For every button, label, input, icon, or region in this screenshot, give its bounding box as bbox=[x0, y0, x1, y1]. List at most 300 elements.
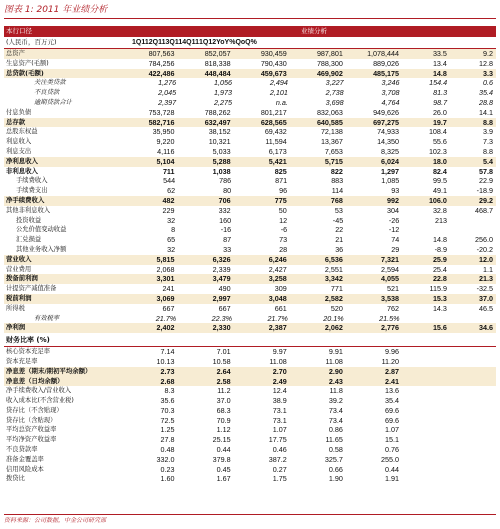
row-label: 公允价值变动收益 bbox=[16, 226, 67, 234]
table-cell: 99.5 bbox=[433, 176, 448, 186]
table-cell: 3.9 bbox=[482, 127, 493, 137]
table-cell bbox=[450, 357, 496, 367]
column-header: YoY% bbox=[216, 39, 236, 46]
table-cell: 883 bbox=[331, 176, 344, 186]
table-row bbox=[4, 465, 496, 475]
table-cell: 661 bbox=[274, 303, 287, 313]
table-cell: 17.75 bbox=[268, 435, 287, 445]
table-cell: 775 bbox=[274, 195, 287, 205]
table-cell: 53 bbox=[334, 205, 343, 215]
table-cell: 5,104 bbox=[156, 156, 175, 166]
table-cell: 13,367 bbox=[320, 137, 343, 147]
table-cell: 21.7% bbox=[155, 313, 177, 323]
table-cell: 6,326 bbox=[212, 254, 231, 264]
row-label: 收入成本比(不含营业税) bbox=[6, 397, 74, 405]
table-cell: 0.58 bbox=[328, 445, 343, 455]
table-cell: 115.9 bbox=[429, 284, 447, 294]
table-row bbox=[4, 435, 496, 445]
table-cell: 11.08 bbox=[269, 356, 287, 366]
column-header: QoQ% bbox=[235, 39, 257, 46]
table-cell bbox=[402, 465, 450, 475]
table-cell: 485,175 bbox=[373, 68, 400, 78]
table-cell: 21.7% bbox=[267, 313, 288, 323]
table-cell: 2,551 bbox=[324, 264, 343, 274]
table-cell: 69,432 bbox=[264, 127, 287, 137]
table-cell: 1.07 bbox=[385, 425, 400, 435]
table-cell: 32 bbox=[167, 244, 176, 254]
table-cell: 22.8 bbox=[432, 274, 447, 284]
table-cell: 14.8 bbox=[432, 68, 447, 78]
header-group: 业绩分析 bbox=[301, 27, 327, 35]
table-row bbox=[4, 196, 496, 206]
table-row bbox=[4, 474, 496, 484]
column-header: 1Q12 bbox=[199, 39, 217, 46]
table-row bbox=[4, 396, 496, 406]
table-cell: 256.0 bbox=[474, 235, 493, 245]
table-cell: 4,116 bbox=[157, 146, 175, 156]
row-label: 手续费支出 bbox=[16, 187, 48, 195]
table-cell: 106.0 bbox=[428, 195, 447, 205]
table-cell: 4,764 bbox=[381, 97, 400, 107]
row-label: 逾期贷款合计 bbox=[34, 98, 72, 106]
table-cell bbox=[402, 396, 450, 406]
table-cell: 9.2 bbox=[482, 49, 493, 58]
table-cell: 7.01 bbox=[216, 347, 231, 357]
table-cell: 3,227 bbox=[325, 78, 344, 88]
table-row bbox=[4, 69, 496, 79]
table-cell: 12 bbox=[279, 215, 288, 225]
table-cell: 2.58 bbox=[216, 376, 231, 386]
table-cell: 628,565 bbox=[260, 117, 287, 127]
table-cell: 2.64 bbox=[216, 366, 231, 376]
table-cell: 2,397 bbox=[158, 97, 177, 107]
table-cell: 2,068 bbox=[156, 264, 175, 274]
table-cell: 73.4 bbox=[328, 405, 343, 415]
table-cell: 667 bbox=[162, 303, 175, 313]
table-cell: 0.6 bbox=[482, 78, 493, 88]
table-cell: -32.5 bbox=[476, 284, 493, 294]
table-cell bbox=[403, 314, 451, 324]
table-row bbox=[4, 386, 496, 396]
table-cell: 21.3 bbox=[478, 274, 493, 284]
table-cell: 25.9 bbox=[432, 254, 447, 264]
table-cell: 57.8 bbox=[478, 166, 493, 176]
table-cell: 55.6 bbox=[432, 137, 447, 147]
table-header-columns bbox=[4, 37, 496, 49]
row-label: 其他业务收入净额 bbox=[16, 245, 67, 253]
table-cell: 852,057 bbox=[204, 49, 231, 58]
table-cell: 6,246 bbox=[268, 254, 287, 264]
table-cell: 822 bbox=[330, 166, 343, 176]
table-cell: 325.7 bbox=[324, 454, 343, 464]
table-cell: 2,275 bbox=[213, 97, 232, 107]
table-cell: 25.4 bbox=[432, 264, 447, 274]
row-label: 平均总资产收益率 bbox=[6, 426, 57, 434]
table-cell: 5.4 bbox=[482, 156, 493, 166]
table-cell: 309 bbox=[274, 284, 287, 294]
table-cell: 0.23 bbox=[160, 464, 175, 474]
table-cell bbox=[450, 225, 496, 235]
table-cell: 14.8 bbox=[433, 235, 448, 245]
table-cell bbox=[450, 474, 496, 484]
table-cell: 9.91 bbox=[328, 347, 343, 357]
table-cell: 992 bbox=[387, 195, 400, 205]
table-cell: 35.4 bbox=[385, 396, 400, 406]
table-cell: -6 bbox=[280, 225, 288, 235]
performance-table bbox=[4, 26, 496, 484]
table-cell: 36 bbox=[335, 244, 344, 254]
table-cell: 2,101 bbox=[269, 88, 288, 98]
table-cell: 0.48 bbox=[160, 445, 175, 455]
table-cell: 520 bbox=[330, 303, 343, 313]
table-cell bbox=[402, 416, 450, 426]
table-cell: 521 bbox=[387, 284, 400, 294]
table-cell: -45 bbox=[332, 215, 344, 225]
table-cell: 1.75 bbox=[272, 474, 287, 484]
table-cell: 2,738 bbox=[325, 88, 344, 98]
table-cell: 2.73 bbox=[160, 366, 175, 376]
table-cell bbox=[402, 225, 450, 235]
table-cell: 50 bbox=[278, 205, 287, 215]
table-cell: 12.4 bbox=[272, 386, 287, 396]
table-cell: 788,300 bbox=[316, 58, 343, 68]
table-cell: 2,997 bbox=[212, 293, 231, 303]
table-row bbox=[4, 186, 496, 196]
table-cell: 32 bbox=[167, 215, 176, 225]
table-cell: 468.7 bbox=[474, 205, 493, 215]
table-cell: 1,276 bbox=[158, 78, 177, 88]
row-label: 总存款 bbox=[6, 117, 26, 126]
table-cell: 15.6 bbox=[432, 323, 447, 333]
table-cell: 98.7 bbox=[433, 97, 448, 107]
table-cell bbox=[450, 396, 496, 406]
table-cell: 74,933 bbox=[377, 127, 400, 137]
table-cell: 5,033 bbox=[212, 146, 231, 156]
table-cell: 1,973 bbox=[213, 88, 232, 98]
row-label: 净息差（日均余额） bbox=[6, 376, 64, 385]
table-cell: 482 bbox=[162, 195, 175, 205]
row-label: 计提资产减值准备 bbox=[6, 285, 57, 293]
row-label: 不良贷款率 bbox=[6, 446, 38, 454]
table-cell: 0.66 bbox=[328, 464, 343, 474]
table-row bbox=[4, 304, 496, 314]
table-cell: -20.2 bbox=[476, 244, 493, 254]
table-cell bbox=[402, 425, 450, 435]
table-row bbox=[4, 255, 496, 265]
table-cell: -26 bbox=[388, 215, 400, 225]
table-cell: 87 bbox=[223, 235, 232, 245]
row-label: 投资收益 bbox=[16, 216, 42, 224]
row-label: 总贷款(毛额) bbox=[6, 68, 44, 77]
table-cell: 10,321 bbox=[208, 137, 231, 147]
table-cell: 1.90 bbox=[328, 474, 343, 484]
table-cell: 640,585 bbox=[316, 117, 343, 127]
table-row bbox=[4, 49, 496, 59]
table-cell: 2.90 bbox=[328, 366, 343, 376]
table-cell bbox=[402, 474, 450, 484]
table-cell: 304 bbox=[387, 205, 400, 215]
table-cell: 28.8 bbox=[478, 97, 493, 107]
table-row bbox=[4, 118, 496, 128]
table-cell: 7.3 bbox=[482, 137, 493, 147]
table-cell: 38.9 bbox=[272, 396, 287, 406]
table-cell: 2,062 bbox=[324, 323, 343, 333]
table-row bbox=[4, 357, 496, 367]
table-cell: 5,715 bbox=[324, 156, 343, 166]
table-cell: 10.58 bbox=[212, 356, 231, 366]
table-row bbox=[4, 367, 496, 377]
table-cell: 14.1 bbox=[478, 107, 493, 117]
table-cell: 80 bbox=[223, 186, 232, 196]
table-cell bbox=[450, 367, 496, 377]
table-row bbox=[4, 88, 496, 98]
table-cell: 8 bbox=[171, 225, 176, 235]
table-cell bbox=[450, 455, 496, 465]
table-cell: 2,776 bbox=[381, 323, 400, 333]
table-cell bbox=[402, 455, 450, 465]
table-cell bbox=[402, 445, 450, 455]
table-cell: 37.0 bbox=[216, 396, 231, 406]
table-cell: 4,055 bbox=[381, 274, 400, 284]
table-cell: 22 bbox=[335, 225, 344, 235]
table-cell: 7,321 bbox=[381, 254, 400, 264]
table-cell: 2,494 bbox=[269, 78, 288, 88]
row-label: 净手续费收入 bbox=[6, 195, 45, 204]
table-cell bbox=[402, 357, 450, 367]
table-row bbox=[4, 59, 496, 69]
row-label: 关注类贷款 bbox=[34, 79, 66, 87]
table-cell: 21.5% bbox=[379, 313, 400, 323]
table-cell: 8.8 bbox=[482, 117, 493, 127]
table-row bbox=[4, 445, 496, 455]
table-cell: 1.25 bbox=[160, 425, 175, 435]
table-cell: 22.3% bbox=[211, 313, 232, 323]
table-cell: 9,220 bbox=[156, 137, 175, 147]
table-cell: 3,708 bbox=[381, 88, 400, 98]
row-label: 总资产 bbox=[6, 50, 25, 57]
table-row bbox=[4, 265, 496, 275]
table-cell: 11.8 bbox=[329, 386, 343, 396]
table-cell: 1,038 bbox=[212, 166, 231, 176]
table-cell: 987,801 bbox=[316, 49, 343, 58]
table-cell: 46.5 bbox=[478, 303, 493, 313]
table-cell: -16 bbox=[220, 225, 232, 235]
table-cell: 0.46 bbox=[272, 445, 287, 455]
table-cell: 1,056 bbox=[213, 78, 232, 88]
table-cell: 667 bbox=[218, 303, 231, 313]
table-cell: 0.44 bbox=[385, 464, 400, 474]
table-cell bbox=[450, 425, 496, 435]
table-row bbox=[4, 157, 496, 167]
table-cell: 34.6 bbox=[478, 323, 493, 333]
table-cell bbox=[402, 377, 450, 387]
table-cell: 0.27 bbox=[272, 464, 287, 474]
table-cell: 35.6 bbox=[160, 396, 175, 406]
table-cell: 2.70 bbox=[272, 366, 287, 376]
table-cell: 6,024 bbox=[381, 156, 400, 166]
table-row bbox=[4, 176, 496, 186]
table-cell: 8,325 bbox=[381, 146, 400, 156]
table-cell: 1.12 bbox=[216, 425, 231, 435]
table-cell: 102.3 bbox=[428, 146, 447, 156]
table-cell: 49.1 bbox=[433, 186, 448, 196]
row-label: 信用风险成本 bbox=[6, 465, 44, 473]
table-cell bbox=[450, 406, 496, 416]
table-cell: 11.08 bbox=[325, 356, 343, 366]
row-label: 付息负债 bbox=[6, 108, 32, 116]
row-label: 其他非利息收入 bbox=[6, 206, 51, 214]
table-cell: 469,902 bbox=[316, 68, 343, 78]
table-cell: 2,387 bbox=[268, 323, 287, 333]
table-cell: 3,538 bbox=[381, 293, 400, 303]
table-cell: 387.2 bbox=[268, 454, 287, 464]
row-label: 所得税 bbox=[6, 304, 25, 312]
table-row bbox=[4, 425, 496, 435]
table-cell: 20.1% bbox=[323, 313, 344, 323]
table-cell: 762 bbox=[387, 303, 400, 313]
table-cell: 8.3 bbox=[164, 386, 175, 396]
table-cell: 1.91 bbox=[385, 474, 400, 484]
table-cell: 459,673 bbox=[260, 68, 287, 78]
table-cell: 27.8 bbox=[160, 435, 175, 445]
table-cell: 29.2 bbox=[478, 195, 493, 205]
table-row bbox=[4, 127, 496, 137]
column-header: 1Q11 bbox=[132, 39, 149, 46]
table-cell: 2.43 bbox=[328, 376, 343, 386]
table-cell: 213 bbox=[435, 215, 448, 225]
table-cell: 7.14 bbox=[160, 347, 175, 357]
table-cell: 544 bbox=[163, 176, 176, 186]
table-cell: 73.4 bbox=[328, 415, 343, 425]
table-cell: 2,045 bbox=[158, 88, 177, 98]
row-label: 税前利润 bbox=[6, 293, 32, 302]
table-row bbox=[4, 167, 496, 177]
row-label: 拨备前利润 bbox=[6, 274, 38, 283]
table-cell: -18.9 bbox=[476, 186, 493, 196]
table-cell: 6,173 bbox=[268, 146, 287, 156]
table-row bbox=[4, 323, 496, 333]
table-cell bbox=[450, 314, 496, 324]
table-cell: 2.68 bbox=[160, 376, 175, 386]
table-cell: 13.4 bbox=[432, 58, 447, 68]
table-cell: 33.5 bbox=[432, 49, 447, 58]
table-cell: 832,063 bbox=[316, 107, 343, 117]
row-label: 生息资产(毛额) bbox=[6, 59, 49, 67]
row-label: 总股东权益 bbox=[6, 128, 38, 136]
table-cell: 5,815 bbox=[156, 254, 175, 264]
table-cell: 70.3 bbox=[160, 405, 175, 415]
table-row bbox=[4, 147, 496, 157]
table-cell: 5,421 bbox=[268, 156, 287, 166]
table-cell: 332.0 bbox=[156, 454, 175, 464]
table-row bbox=[4, 274, 496, 284]
row-label: 营业费用 bbox=[6, 265, 32, 273]
table-cell bbox=[450, 347, 496, 357]
table-row bbox=[4, 216, 496, 226]
ratios-section-title: 财务比率 (%) bbox=[4, 335, 496, 347]
table-row bbox=[4, 206, 496, 216]
row-label: 准备金覆盖率 bbox=[6, 455, 44, 463]
row-label: 平均净资产收益率 bbox=[6, 436, 57, 444]
table-cell: 7,653 bbox=[324, 146, 343, 156]
table-cell: 72,138 bbox=[320, 127, 343, 137]
table-cell: 0.76 bbox=[385, 445, 400, 455]
row-label: 净利息收入 bbox=[6, 156, 38, 165]
table-cell: 28 bbox=[279, 244, 288, 254]
row-label: 营业收入 bbox=[6, 254, 32, 263]
table-row bbox=[4, 406, 496, 416]
ratios-body bbox=[4, 347, 496, 484]
table-cell: 82.4 bbox=[432, 166, 447, 176]
table-cell: 11.20 bbox=[381, 356, 400, 366]
table-row bbox=[4, 377, 496, 387]
table-cell: 711 bbox=[162, 166, 175, 176]
table-cell: 2,582 bbox=[324, 293, 343, 303]
table-cell: 11,594 bbox=[265, 137, 287, 147]
table-cell: 62 bbox=[167, 186, 176, 196]
table-cell: 1.07 bbox=[272, 425, 287, 435]
table-cell: 19.7 bbox=[432, 117, 447, 127]
row-label: 净息差（期末/期初平均余额） bbox=[6, 366, 92, 375]
column-header: 4Q11 bbox=[182, 39, 199, 46]
table-cell: 38,152 bbox=[208, 127, 231, 137]
table-row bbox=[4, 235, 496, 245]
table-cell: 73.1 bbox=[272, 415, 287, 425]
table-cell: 22.9 bbox=[478, 176, 493, 186]
table-cell: 8.8 bbox=[482, 146, 493, 156]
table-cell: 1.60 bbox=[160, 474, 175, 484]
table-cell: -8.9 bbox=[434, 244, 448, 254]
row-label: 有效税率 bbox=[34, 314, 60, 322]
table-cell: 3,698 bbox=[325, 97, 344, 107]
table-cell: 14.3 bbox=[432, 303, 447, 313]
table-cell: 801,217 bbox=[260, 107, 287, 117]
table-row bbox=[4, 108, 496, 118]
table-cell: 32.8 bbox=[432, 205, 447, 215]
figure-title: 图表 1: 2011 年业绩分析 bbox=[4, 2, 496, 19]
column-header: 2Q11 bbox=[148, 39, 166, 46]
table-cell: 15.1 bbox=[385, 435, 400, 445]
table-cell: 73 bbox=[279, 235, 288, 245]
table-cell: 37.0 bbox=[478, 293, 493, 303]
table-cell: 3,246 bbox=[381, 78, 400, 88]
table-cell: 2,427 bbox=[268, 264, 287, 274]
column-header: 3Q11 bbox=[165, 39, 183, 46]
table-cell: 255.0 bbox=[381, 454, 400, 464]
table-cell: 490 bbox=[218, 284, 231, 294]
row-label: 不良贷款 bbox=[34, 89, 60, 97]
table-cell: 35.4 bbox=[478, 88, 493, 98]
table-cell: 14,350 bbox=[377, 137, 400, 147]
table-cell: 12.0 bbox=[478, 254, 493, 264]
table-row bbox=[4, 455, 496, 465]
row-label: 拨贷比 bbox=[6, 475, 25, 483]
table-cell: 2.49 bbox=[272, 376, 287, 386]
table-cell: 15.3 bbox=[432, 293, 447, 303]
table-cell: 39.2 bbox=[328, 396, 343, 406]
table-cell: 5,288 bbox=[212, 156, 231, 166]
table-cell: 0.86 bbox=[328, 425, 343, 435]
table-cell bbox=[450, 386, 496, 396]
row-label: 利息支出 bbox=[6, 147, 32, 155]
table-cell: 3,069 bbox=[156, 293, 175, 303]
table-cell: 771 bbox=[330, 284, 343, 294]
table-cell bbox=[402, 347, 450, 357]
table-cell: 9.97 bbox=[272, 347, 287, 357]
table-cell: 786 bbox=[219, 176, 232, 186]
table-cell: 69.6 bbox=[385, 405, 400, 415]
table-cell: 1.1 bbox=[482, 264, 493, 274]
